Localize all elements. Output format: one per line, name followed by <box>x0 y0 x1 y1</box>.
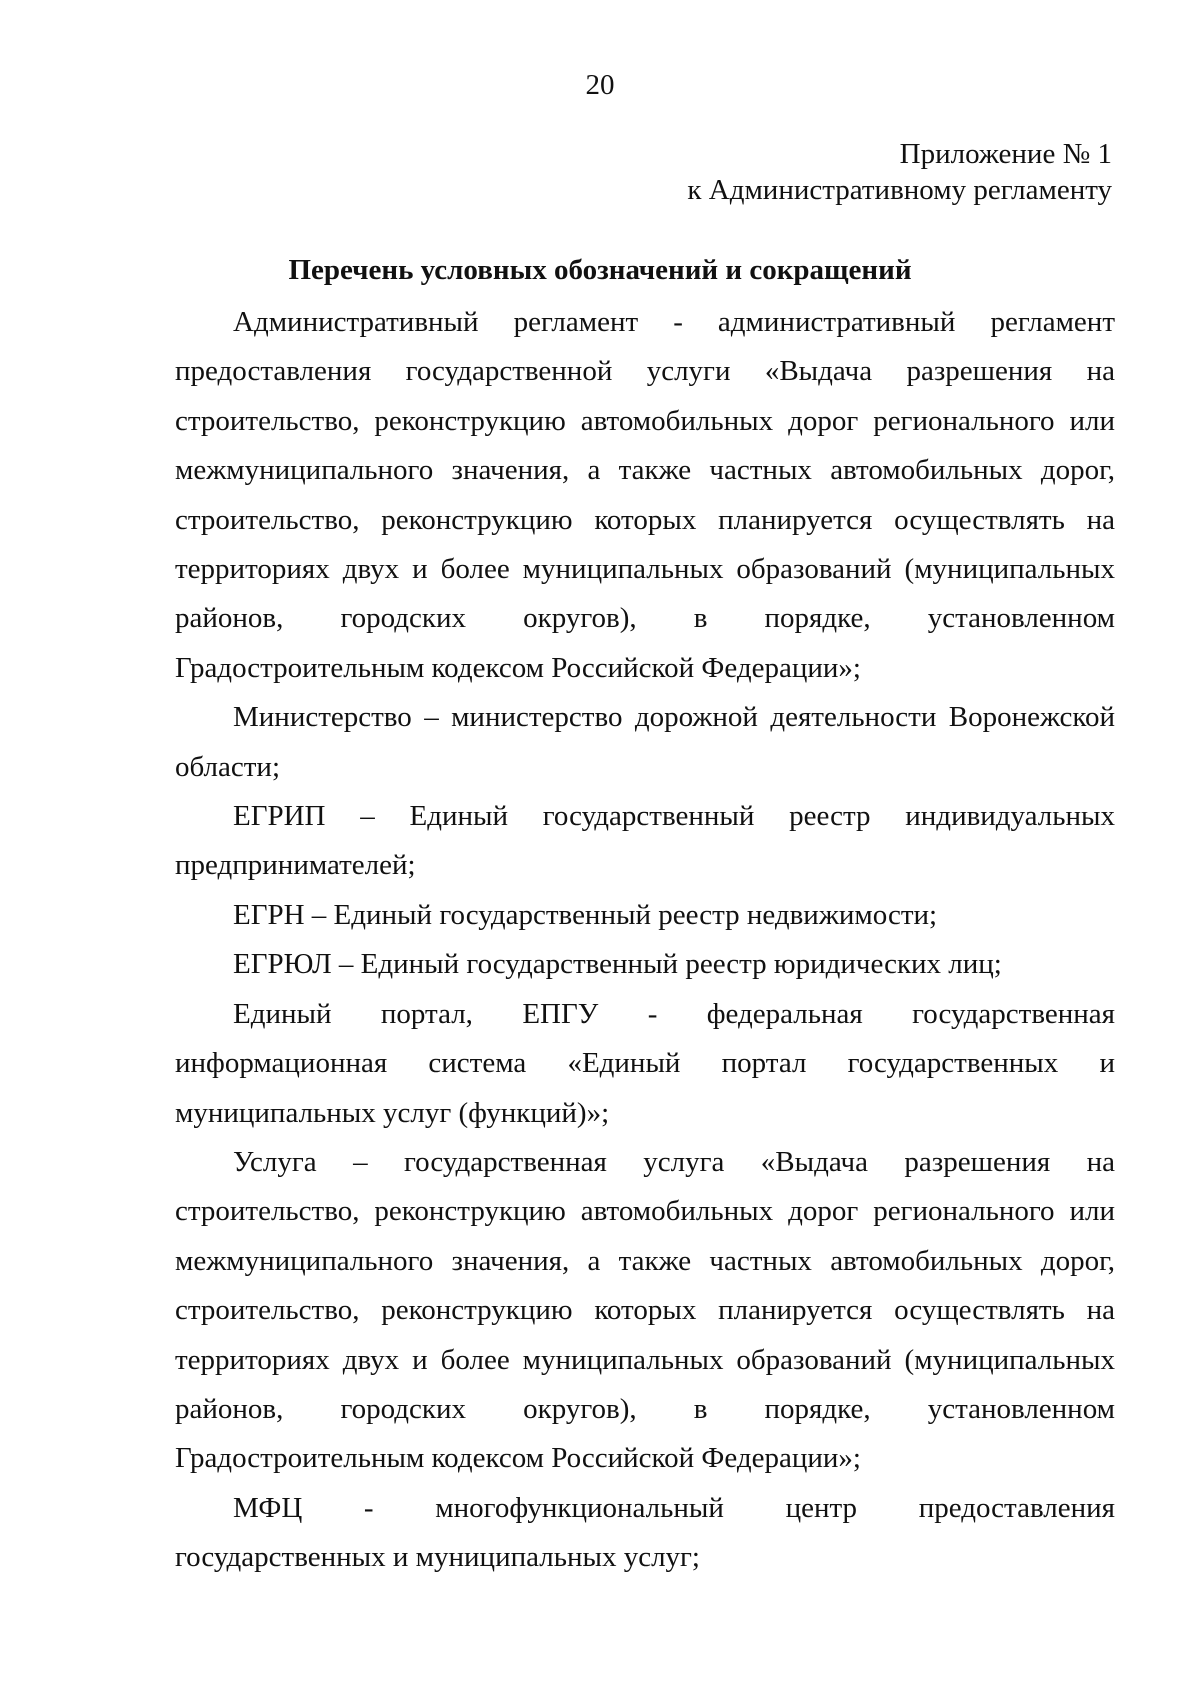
definitions-list <box>175 298 1115 1583</box>
definition-egrip: ЕГРИП – Единый государственный реестр индивидуальных предпринимателей; <box>175 800 1115 882</box>
definition-ministry: Министерство – министерство дорожной деятельности Воронежской области; <box>175 701 1115 783</box>
appendix-number: Приложение № 1 <box>899 138 1112 170</box>
definition-administrative-regulation: Административный регламент - административный регламент предоставления государственной услуги «Выдача разрешения на строительство, реконструкцию автомобильных дорог регионального или межмуниципального значения, а также частных автомобильных дорог, строительство, реконструкцию которых планируется осуществлять на территориях двух и более муниципальных образований (муниципальных районов, городских округов), в порядке, установленном Градостроительным кодексом Российской Федерации»; <box>175 306 1115 684</box>
appendix-target: к Административному регламенту <box>687 174 1112 206</box>
page-number: 20 <box>585 69 615 101</box>
definition-service: Услуга – государственная услуга «Выдача разрешения на строительство, реконструкцию автомобильных дорог регионального или межмуниципального значения, а также частных автомобильных дорог, строительство, реконструкцию которых планируется осуществлять на территориях двух и более муниципальных образований (муниципальных районов, городских округов), в порядке, установленном Градостроительным кодексом Российской Федерации»; <box>175 1145 1115 1475</box>
definition-egrul: ЕГРЮЛ – Единый государственный реестр юридических лиц; <box>233 948 1002 981</box>
appendix-reference <box>687 136 1112 208</box>
definition-single-portal: Единый портал, ЕПГУ - федеральная государственная информационная система «Единый портал государственных и муниципальных услуг (функций)»; <box>175 997 1115 1129</box>
definition-egrn: ЕГРН – Единый государственный реестр недвижимости; <box>233 898 938 931</box>
definition-mfc: МФЦ - многофункциональный центр предоставления государственных и муниципальных услуг; <box>175 1491 1115 1574</box>
document-title: Перечень условных обозначений и сокращений <box>288 254 912 286</box>
